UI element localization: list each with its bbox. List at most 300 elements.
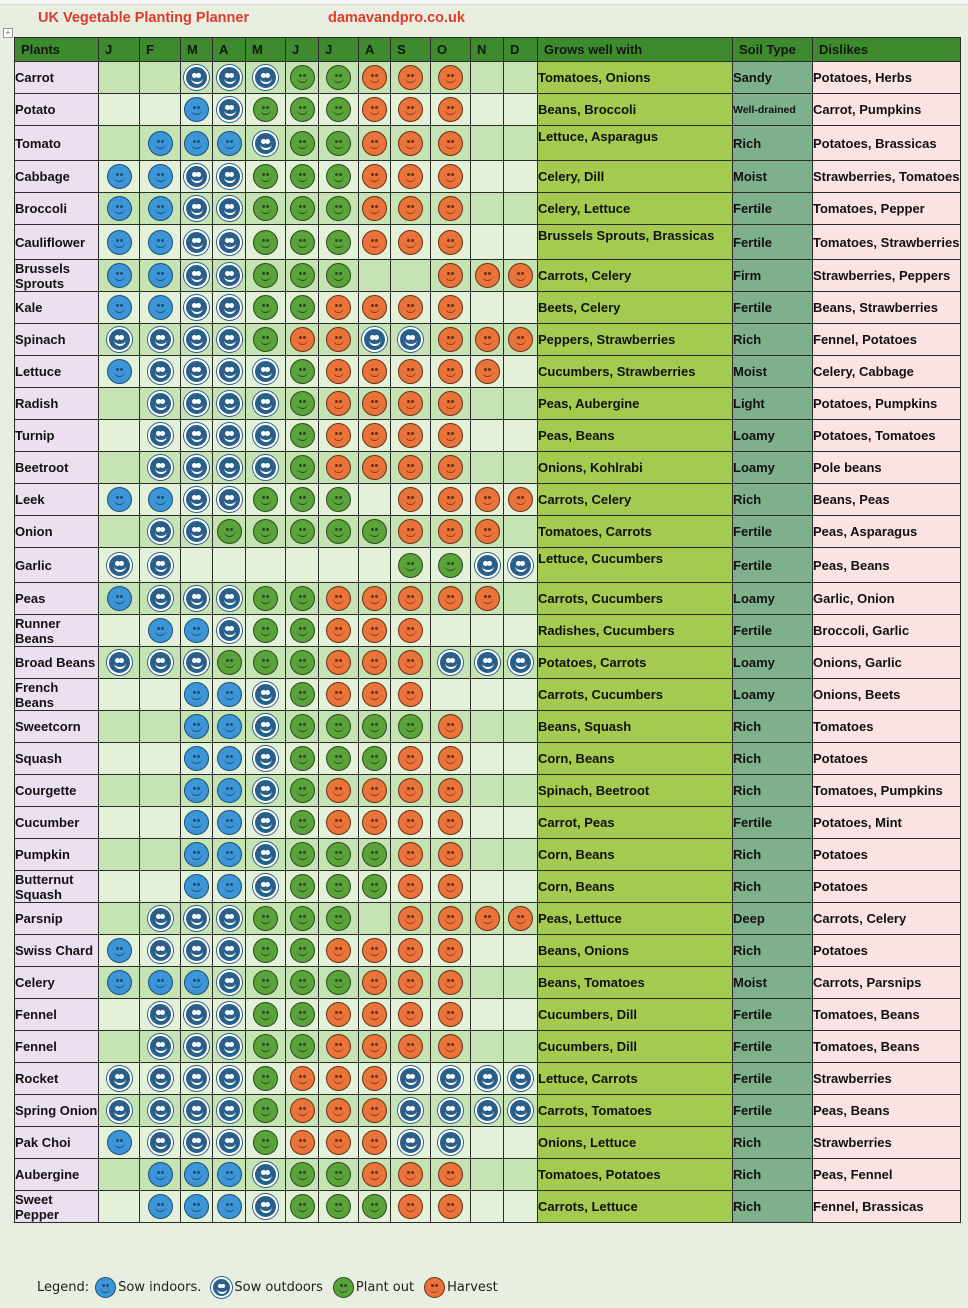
month-cell — [504, 126, 538, 161]
soil-type-cell: Moist — [733, 356, 813, 388]
month-cell — [359, 583, 391, 615]
month-cell — [286, 967, 319, 999]
month-cell — [181, 484, 213, 516]
month-cell — [471, 647, 504, 679]
plant-out-icon — [290, 1194, 315, 1219]
month-cell — [504, 1159, 538, 1191]
sow-outdoors-icon — [184, 65, 209, 90]
month-cell — [246, 999, 286, 1031]
sow-outdoors-icon — [107, 1098, 132, 1123]
grows-well-with-cell: Lettuce, Asparagus — [538, 126, 733, 161]
month-cell — [431, 615, 471, 647]
sow-outdoors-icon — [211, 1277, 232, 1298]
harvest-icon — [326, 359, 351, 384]
month-cell — [471, 388, 504, 420]
plant-out-icon — [290, 391, 315, 416]
plant-name: Butternut Squash — [15, 871, 99, 903]
harvest-icon — [326, 1034, 351, 1059]
grows-well-with-cell: Tomatoes, Onions — [538, 62, 733, 94]
column-header-month: M — [181, 38, 213, 62]
month-cell — [319, 871, 359, 903]
month-cell — [286, 839, 319, 871]
month-cell — [181, 967, 213, 999]
soil-type-cell: Fertile — [733, 193, 813, 225]
table-row — [15, 935, 961, 967]
month-cell — [213, 388, 246, 420]
harvest-icon — [362, 778, 387, 803]
sow-outdoors-icon — [107, 650, 132, 675]
month-cell — [319, 999, 359, 1031]
sow-indoors-icon — [107, 1130, 132, 1155]
month-cell — [99, 711, 140, 743]
month-cell — [504, 516, 538, 548]
table-row — [15, 516, 961, 548]
harvest-icon — [438, 1194, 463, 1219]
sow-outdoors-icon — [217, 423, 242, 448]
grows-well-with-cell: Carrots, Cucumbers — [538, 679, 733, 711]
month-cell — [246, 161, 286, 193]
plant-name: Cauliflower — [15, 225, 99, 260]
harvest-icon — [438, 778, 463, 803]
month-cell — [213, 807, 246, 839]
dislikes-cell: Peas, Beans — [813, 548, 961, 583]
sow-indoors-icon — [217, 131, 242, 156]
month-cell — [246, 775, 286, 807]
month-cell — [391, 94, 431, 126]
dislikes-cell: Potatoes — [813, 871, 961, 903]
month-cell — [140, 388, 181, 420]
month-cell — [359, 94, 391, 126]
harvest-icon — [475, 327, 500, 352]
column-header-month: J — [99, 38, 140, 62]
dislikes-cell: Tomatoes — [813, 711, 961, 743]
month-cell — [359, 871, 391, 903]
sow-outdoors-icon — [217, 906, 242, 931]
grows-well-with-cell: Onions, Lettuce — [538, 1127, 733, 1159]
plant-name: Squash — [15, 743, 99, 775]
column-header-month: F — [140, 38, 181, 62]
sow-outdoors-icon — [184, 230, 209, 255]
month-cell — [471, 775, 504, 807]
month-cell — [286, 388, 319, 420]
month-cell — [431, 62, 471, 94]
month-cell — [471, 999, 504, 1031]
month-cell — [471, 1095, 504, 1127]
harvest-icon — [398, 455, 423, 480]
sow-outdoors-icon — [253, 1162, 278, 1187]
month-cell — [286, 516, 319, 548]
month-cell — [359, 903, 391, 935]
grows-well-with-cell: Carrots, Cucumbers — [538, 583, 733, 615]
month-cell — [319, 839, 359, 871]
plant-name: Onion — [15, 516, 99, 548]
plant-name: Beetroot — [15, 452, 99, 484]
soil-type-cell: Rich — [733, 935, 813, 967]
month-cell — [99, 161, 140, 193]
plant-out-icon — [326, 519, 351, 544]
month-cell — [140, 999, 181, 1031]
sow-outdoors-icon — [184, 295, 209, 320]
table-row — [15, 1063, 961, 1095]
month-cell — [181, 679, 213, 711]
month-cell — [471, 62, 504, 94]
legend-item-label: Sow indoors. — [118, 1280, 202, 1295]
month-cell — [391, 193, 431, 225]
sow-outdoors-icon — [217, 970, 242, 995]
month-cell — [140, 903, 181, 935]
month-cell — [246, 452, 286, 484]
sow-outdoors-icon — [438, 1098, 463, 1123]
plant-out-icon — [253, 164, 278, 189]
month-cell — [391, 62, 431, 94]
month-cell — [471, 967, 504, 999]
dislikes-cell: Fennel, Potatoes — [813, 324, 961, 356]
harvest-icon — [438, 874, 463, 899]
plant-out-icon — [438, 553, 463, 578]
sow-outdoors-icon — [398, 1130, 423, 1155]
sow-indoors-icon — [95, 1277, 116, 1298]
month-cell — [181, 775, 213, 807]
plant-out-icon — [290, 938, 315, 963]
plant-out-icon — [253, 1034, 278, 1059]
month-cell — [246, 225, 286, 260]
harvest-icon — [398, 650, 423, 675]
harvest-icon — [326, 1002, 351, 1027]
grows-well-with-cell: Cucumbers, Dill — [538, 999, 733, 1031]
plant-out-icon — [333, 1277, 354, 1298]
plant-out-icon — [290, 906, 315, 931]
month-cell — [391, 1127, 431, 1159]
month-cell — [99, 935, 140, 967]
harvest-icon — [398, 586, 423, 611]
harvest-icon — [438, 263, 463, 288]
month-cell — [140, 679, 181, 711]
dislikes-cell: Potatoes, Mint — [813, 807, 961, 839]
sow-indoors-icon — [148, 1162, 173, 1187]
month-cell — [213, 1159, 246, 1191]
month-cell — [471, 1159, 504, 1191]
month-cell — [246, 1031, 286, 1063]
month-cell — [359, 126, 391, 161]
harvest-icon — [398, 391, 423, 416]
month-cell — [431, 839, 471, 871]
soil-type-cell: Loamy — [733, 679, 813, 711]
month-cell — [504, 225, 538, 260]
sow-outdoors-icon — [148, 938, 173, 963]
harvest-icon — [398, 519, 423, 544]
month-cell — [471, 1063, 504, 1095]
dislikes-cell: Peas, Fennel — [813, 1159, 961, 1191]
month-cell — [213, 999, 246, 1031]
plant-out-icon — [217, 650, 242, 675]
plant-out-icon — [290, 164, 315, 189]
grows-well-with-cell: Peppers, Strawberries — [538, 324, 733, 356]
month-cell — [286, 711, 319, 743]
plant-name: Celery — [15, 967, 99, 999]
dislikes-cell: Strawberries, Tomatoes — [813, 161, 961, 193]
harvest-icon — [398, 810, 423, 835]
month-cell — [181, 292, 213, 324]
month-cell — [99, 126, 140, 161]
plant-out-icon — [326, 487, 351, 512]
month-cell — [391, 292, 431, 324]
month-cell — [431, 1095, 471, 1127]
month-cell — [319, 935, 359, 967]
table-body — [15, 62, 961, 1223]
month-cell — [140, 839, 181, 871]
sow-outdoors-icon — [217, 1002, 242, 1027]
month-cell — [504, 292, 538, 324]
sow-outdoors-icon — [184, 327, 209, 352]
plant-out-icon — [290, 359, 315, 384]
grows-well-with-cell: Beans, Tomatoes — [538, 967, 733, 999]
plant-out-icon — [253, 487, 278, 512]
month-cell — [286, 62, 319, 94]
month-cell — [213, 935, 246, 967]
sow-outdoors-icon — [217, 455, 242, 480]
plant-out-icon — [253, 295, 278, 320]
plant-out-icon — [326, 230, 351, 255]
sow-indoors-icon — [217, 746, 242, 771]
table-move-handle-icon[interactable]: + — [3, 28, 13, 38]
month-cell — [181, 161, 213, 193]
grows-well-with-cell: Carrots, Celery — [538, 484, 733, 516]
harvest-icon — [438, 97, 463, 122]
month-cell — [99, 1031, 140, 1063]
soil-type-cell: Loamy — [733, 647, 813, 679]
plant-out-icon — [253, 906, 278, 931]
month-cell — [471, 516, 504, 548]
sow-outdoors-icon — [253, 874, 278, 899]
sow-indoors-icon — [148, 230, 173, 255]
month-cell — [359, 260, 391, 292]
sow-outdoors-icon — [217, 586, 242, 611]
month-cell — [246, 743, 286, 775]
month-cell — [431, 1031, 471, 1063]
month-cell — [99, 775, 140, 807]
column-header-month: M — [246, 38, 286, 62]
grows-well-with-cell: Beets, Celery — [538, 292, 733, 324]
grows-well-with-cell: Tomatoes, Carrots — [538, 516, 733, 548]
month-cell — [471, 420, 504, 452]
month-cell — [391, 548, 431, 583]
plant-out-icon — [290, 874, 315, 899]
month-cell — [213, 548, 246, 583]
month-cell — [319, 193, 359, 225]
month-cell — [99, 260, 140, 292]
month-cell — [431, 193, 471, 225]
sow-outdoors-icon — [217, 487, 242, 512]
month-cell — [391, 967, 431, 999]
harvest-icon — [326, 778, 351, 803]
harvest-icon — [362, 1130, 387, 1155]
harvest-icon — [438, 938, 463, 963]
plant-name: Tomato — [15, 126, 99, 161]
month-cell — [471, 161, 504, 193]
sow-outdoors-icon — [438, 1066, 463, 1091]
sow-outdoors-icon — [148, 391, 173, 416]
plant-out-icon — [290, 263, 315, 288]
month-cell — [213, 356, 246, 388]
dislikes-cell: Onions, Beets — [813, 679, 961, 711]
month-cell — [246, 711, 286, 743]
month-cell — [140, 292, 181, 324]
sow-outdoors-icon — [217, 327, 242, 352]
harvest-icon — [326, 327, 351, 352]
grows-well-with-cell: Carrots, Tomatoes — [538, 1095, 733, 1127]
sow-outdoors-icon — [253, 65, 278, 90]
plant-name: Lettuce — [15, 356, 99, 388]
sow-outdoors-icon — [184, 196, 209, 221]
table-row — [15, 967, 961, 999]
sow-outdoors-icon — [148, 1066, 173, 1091]
harvest-icon — [398, 746, 423, 771]
sow-outdoors-icon — [217, 196, 242, 221]
plant-name: Leek — [15, 484, 99, 516]
month-cell — [504, 452, 538, 484]
month-cell — [431, 388, 471, 420]
grows-well-with-cell: Beans, Broccoli — [538, 94, 733, 126]
month-cell — [431, 225, 471, 260]
sow-indoors-icon — [184, 618, 209, 643]
harvest-icon — [326, 391, 351, 416]
legend-item — [207, 1277, 323, 1298]
month-cell — [504, 807, 538, 839]
month-cell — [99, 647, 140, 679]
harvest-icon — [362, 618, 387, 643]
sow-outdoors-icon — [184, 423, 209, 448]
plant-out-icon — [253, 1130, 278, 1155]
month-cell — [359, 647, 391, 679]
month-cell — [181, 583, 213, 615]
harvest-icon — [326, 650, 351, 675]
month-cell — [359, 1095, 391, 1127]
harvest-icon — [326, 810, 351, 835]
soil-type-cell: Moist — [733, 161, 813, 193]
sow-outdoors-icon — [184, 519, 209, 544]
harvest-icon — [362, 359, 387, 384]
table-row — [15, 775, 961, 807]
table-row — [15, 225, 961, 260]
month-cell — [504, 743, 538, 775]
harvest-icon — [362, 1034, 387, 1059]
month-cell — [140, 161, 181, 193]
grows-well-with-cell: Corn, Beans — [538, 839, 733, 871]
sow-indoors-icon — [148, 1194, 173, 1219]
month-cell — [246, 647, 286, 679]
month-cell — [431, 1063, 471, 1095]
month-cell — [213, 62, 246, 94]
plant-name: Radish — [15, 388, 99, 420]
month-cell — [431, 260, 471, 292]
harvest-icon — [362, 295, 387, 320]
plant-out-icon — [326, 874, 351, 899]
plant-out-icon — [290, 131, 315, 156]
harvest-icon — [438, 1034, 463, 1059]
month-cell — [504, 484, 538, 516]
sow-indoors-icon — [107, 230, 132, 255]
table-row — [15, 452, 961, 484]
month-cell — [471, 193, 504, 225]
month-cell — [213, 839, 246, 871]
month-cell — [181, 1063, 213, 1095]
month-cell — [213, 871, 246, 903]
month-cell — [504, 356, 538, 388]
month-cell — [431, 583, 471, 615]
harvest-icon — [438, 586, 463, 611]
sow-indoors-icon — [107, 263, 132, 288]
sow-outdoors-icon — [184, 487, 209, 512]
sow-outdoors-icon — [362, 327, 387, 352]
month-cell — [504, 839, 538, 871]
grows-well-with-cell: Beans, Onions — [538, 935, 733, 967]
sow-outdoors-icon — [184, 1066, 209, 1091]
table-row — [15, 615, 961, 647]
plant-out-icon — [326, 970, 351, 995]
month-cell — [504, 615, 538, 647]
harvest-icon — [398, 970, 423, 995]
month-cell — [431, 1159, 471, 1191]
month-cell — [359, 161, 391, 193]
plant-out-icon — [290, 423, 315, 448]
sow-indoors-icon — [107, 938, 132, 963]
month-cell — [181, 1127, 213, 1159]
sow-outdoors-icon — [107, 553, 132, 578]
month-cell — [471, 356, 504, 388]
month-cell — [246, 1191, 286, 1223]
month-cell — [246, 356, 286, 388]
month-cell — [504, 647, 538, 679]
harvest-icon — [475, 359, 500, 384]
column-header-dislikes: Dislikes — [813, 38, 961, 62]
dislikes-cell: Potatoes — [813, 743, 961, 775]
sow-outdoors-icon — [217, 263, 242, 288]
soil-type-cell: Rich — [733, 484, 813, 516]
sow-outdoors-icon — [148, 455, 173, 480]
month-cell — [246, 94, 286, 126]
sow-outdoors-icon — [217, 230, 242, 255]
month-cell — [359, 388, 391, 420]
month-cell — [246, 62, 286, 94]
harvest-icon — [362, 65, 387, 90]
harvest-icon — [508, 906, 533, 931]
grows-well-with-cell: Carrot, Peas — [538, 807, 733, 839]
month-cell — [471, 260, 504, 292]
plant-out-icon — [253, 97, 278, 122]
month-cell — [359, 711, 391, 743]
harvest-icon — [362, 1162, 387, 1187]
sow-outdoors-icon — [508, 553, 533, 578]
month-cell — [140, 452, 181, 484]
column-header-soil-type: Soil Type — [733, 38, 813, 62]
plant-name: Runner Beans — [15, 615, 99, 647]
soil-type-cell: Rich — [733, 775, 813, 807]
harvest-icon — [398, 842, 423, 867]
harvest-icon — [438, 906, 463, 931]
dislikes-cell: Potatoes — [813, 935, 961, 967]
month-cell — [504, 679, 538, 711]
plant-name: Brussels Sprouts — [15, 260, 99, 292]
plant-name: Broad Beans — [15, 647, 99, 679]
soil-type-cell: Fertile — [733, 548, 813, 583]
month-cell — [181, 615, 213, 647]
sow-outdoors-icon — [253, 842, 278, 867]
plant-name: Potato — [15, 94, 99, 126]
dislikes-cell: Potatoes, Brassicas — [813, 126, 961, 161]
month-cell — [286, 193, 319, 225]
month-cell — [140, 62, 181, 94]
month-cell — [246, 292, 286, 324]
